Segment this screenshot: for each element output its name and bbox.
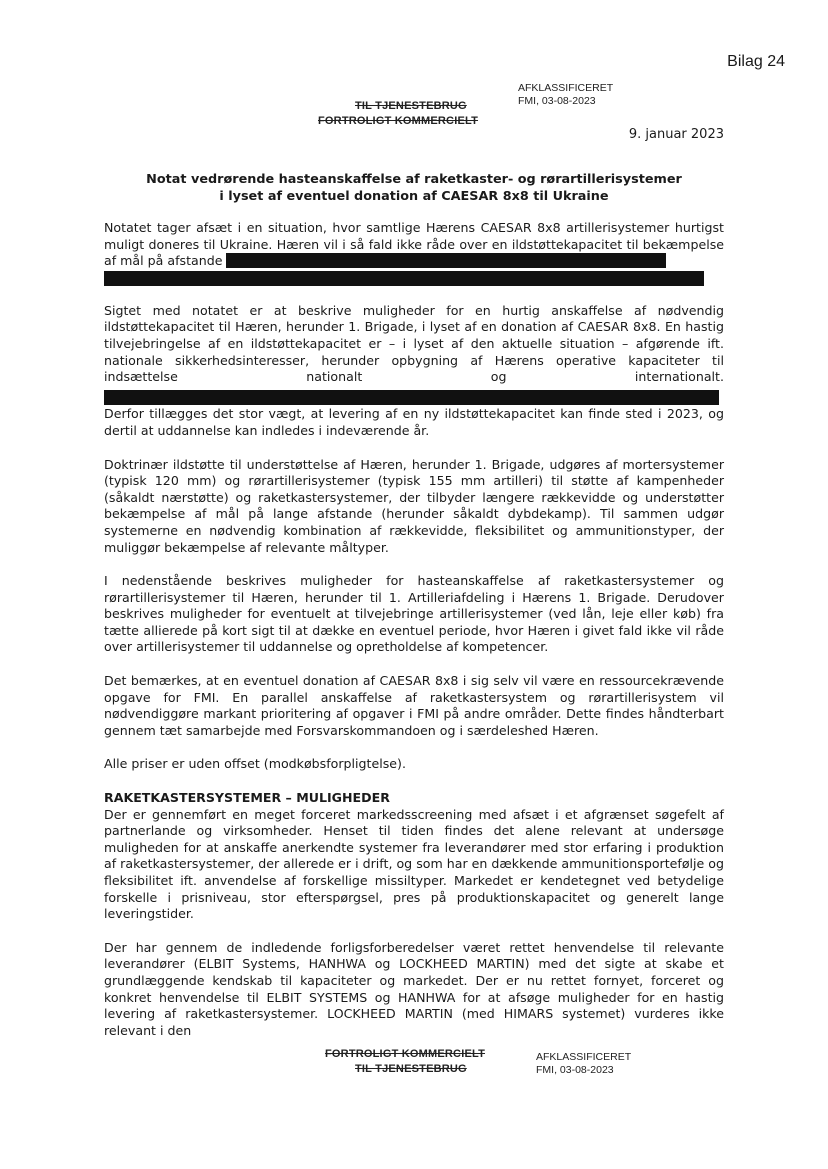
document-body [104,220,724,1056]
classification-struck-2: FORTROLIGT KOMMERCIELT [318,115,479,127]
paragraph: Alle priser er uden offset (modkøbsforpligtelse). [104,756,406,772]
annex-label: Bilag 24 [727,53,785,70]
declassified-stamp-top [518,82,613,108]
stamp-line: FMI, 03-08-2023 [518,95,596,107]
paragraph [104,220,724,286]
stamp-line: FMI, 03-08-2023 [536,1064,614,1076]
redaction-bar [534,390,719,405]
declassified-stamp-bottom [536,1051,631,1077]
stamp-line: AFKLASSIFICERET [518,82,614,94]
paragraph: Doktrinær ildstøtte til understøttelse af Hæren, herunder 1. Brigade, udgøres af mortersystemer (typisk 120 mm) og rørartillerisystemer (typisk 155 mm artilleri) til støtte af kampenheder (såkaldt nærstøtte) og raketkastersystemer, der tilbyder længere rækkevidde og understøtter bekæmpelse af mål på lange afstande (herunder såkaldt dybdekamp). Til sammen udgør systemerne en nødvendig kombination af rækkevidde, fleksibilitet og ammunitionstyper, der muliggør bekæmpelse af relevante måltyper. [104,456,724,555]
stamp-line: AFKLASSIFICERET [536,1051,632,1063]
title-line: Notat vedrørende hasteanskaffelse af raketkaster- og rørartillerisystemer [146,172,682,187]
paragraph [104,303,724,440]
paragraph: Der er gennemført en meget forceret markedsscreening med afsæt i et afgrænset søgefelt af partnerlande og virksomheder. Henset til tiden findes det alene relevant at undersøge muligheden for at anskaffe anerkendte systemer fra leverandører med stor erfaring i produktion af raketkastersystemer, der allerede er i drift, og som har en dækkende ammunitionsportefølje og fleksibilitet ift. anvendelse af forskellige missiltyper. Markedet er kendetegnet ved betydelige forskelle i prisniveau, stor efterspørgsel, pres på produktionskapacitet og generelt lange leveringstider. [104,806,724,922]
document-date: 9. januar 2023 [628,127,724,142]
redaction-bar [104,390,534,405]
paragraph: Det bemærkes, at en eventuel donation af CAESAR 8x8 i sig selv vil være en ressourcekrævende opgave for FMI. En parallel anskaffelse af raketkastersystem og rørartillerisystem vil nødvendiggøre markant prioritering af opgaver i FMI på andre områder. Dette findes håndterbart gennem tæt samarbejde med Forsvarskommandoen og i særdeleshed Hæren. [104,673,724,738]
classification-struck-footer-1: FORTROLIGT KOMMERCIELT [325,1048,486,1060]
paragraph-text: Derfor tillægges det stor vægt, at levering af en ny ildstøttekapacitet kan finde sted i 2023, og dertil at uddannelse kan indledes i indeværende år. [104,406,724,438]
paragraph-text: Sigtet med notatet er at beskrive muligheder for en hurtig anskaffelse af nødvendig ildstøttekapacitet til Hæren, herunder 1. Brigade, i lyset af en donation af CAESAR 8x8. En hastig tilvejebringelse af en ildstøttekapacitet er – i lyset af den aktuelle situation – afgørende ift. nationale sikkerhedsinteresser, herunder opbygning af Hærens operative kapaciteter til indsættelse nationalt og internationalt. [104,302,724,385]
document-title [0,171,828,205]
classification-struck-1: TIL TJENESTEBRUG [355,100,467,112]
redaction-bar [226,253,666,268]
classification-struck-footer-2: TIL TJENESTEBRUG [355,1063,467,1075]
paragraph: Der har gennem de indledende forligsforberedelser været rettet henvendelse til relevante leverandører (ELBIT Systems, HANHWA og LOCKHEED MARTIN) med det sigte at skabe et grundlæggende kendskab til kapaciteter og markedet. Der er nu rettet fornyet, forceret og konkret henvendelse til ELBIT SYSTEMS og HANHWA for at afsøge muligheder for en hastig levering af raketkastersystemer. LOCKHEED MARTIN (med HIMARS systemet) vurderes ikke relevant i den [104,939,724,1038]
section-heading: RAKETKASTERSYSTEMER – MULIGHEDER [104,790,390,806]
paragraph-text: Notatet tager afsæt i en situation, hvor samtlige Hærens CAESAR 8x8 artillerisystemer hurtigst muligt doneres til Ukraine. Hæren vil i så fald ikke råde over en ildstøttekapacitet til bekæmpelse af mål på afstande [104,220,724,269]
redaction-bar [104,271,704,286]
title-line: i lyset af eventuel donation af CAESAR 8x8 til Ukraine [219,189,609,204]
paragraph: I nedenstående beskrives muligheder for hasteanskaffelse af raketkastersystemer og rørartillerisystemer til Hæren, herunder til 1. Artilleriafdeling i Hærens 1. Brigade. Derudover beskrives muligheder for eventuelt at tilvejebringe artillerisystemer (ved lån, leje eller køb) fra tætte allierede på kort sigt til at dække en eventuel periode, hvor Hæren i givet fald ikke vil råde over artillerisystemer til uddannelse og opretholdelse af kompetencer. [104,573,724,655]
